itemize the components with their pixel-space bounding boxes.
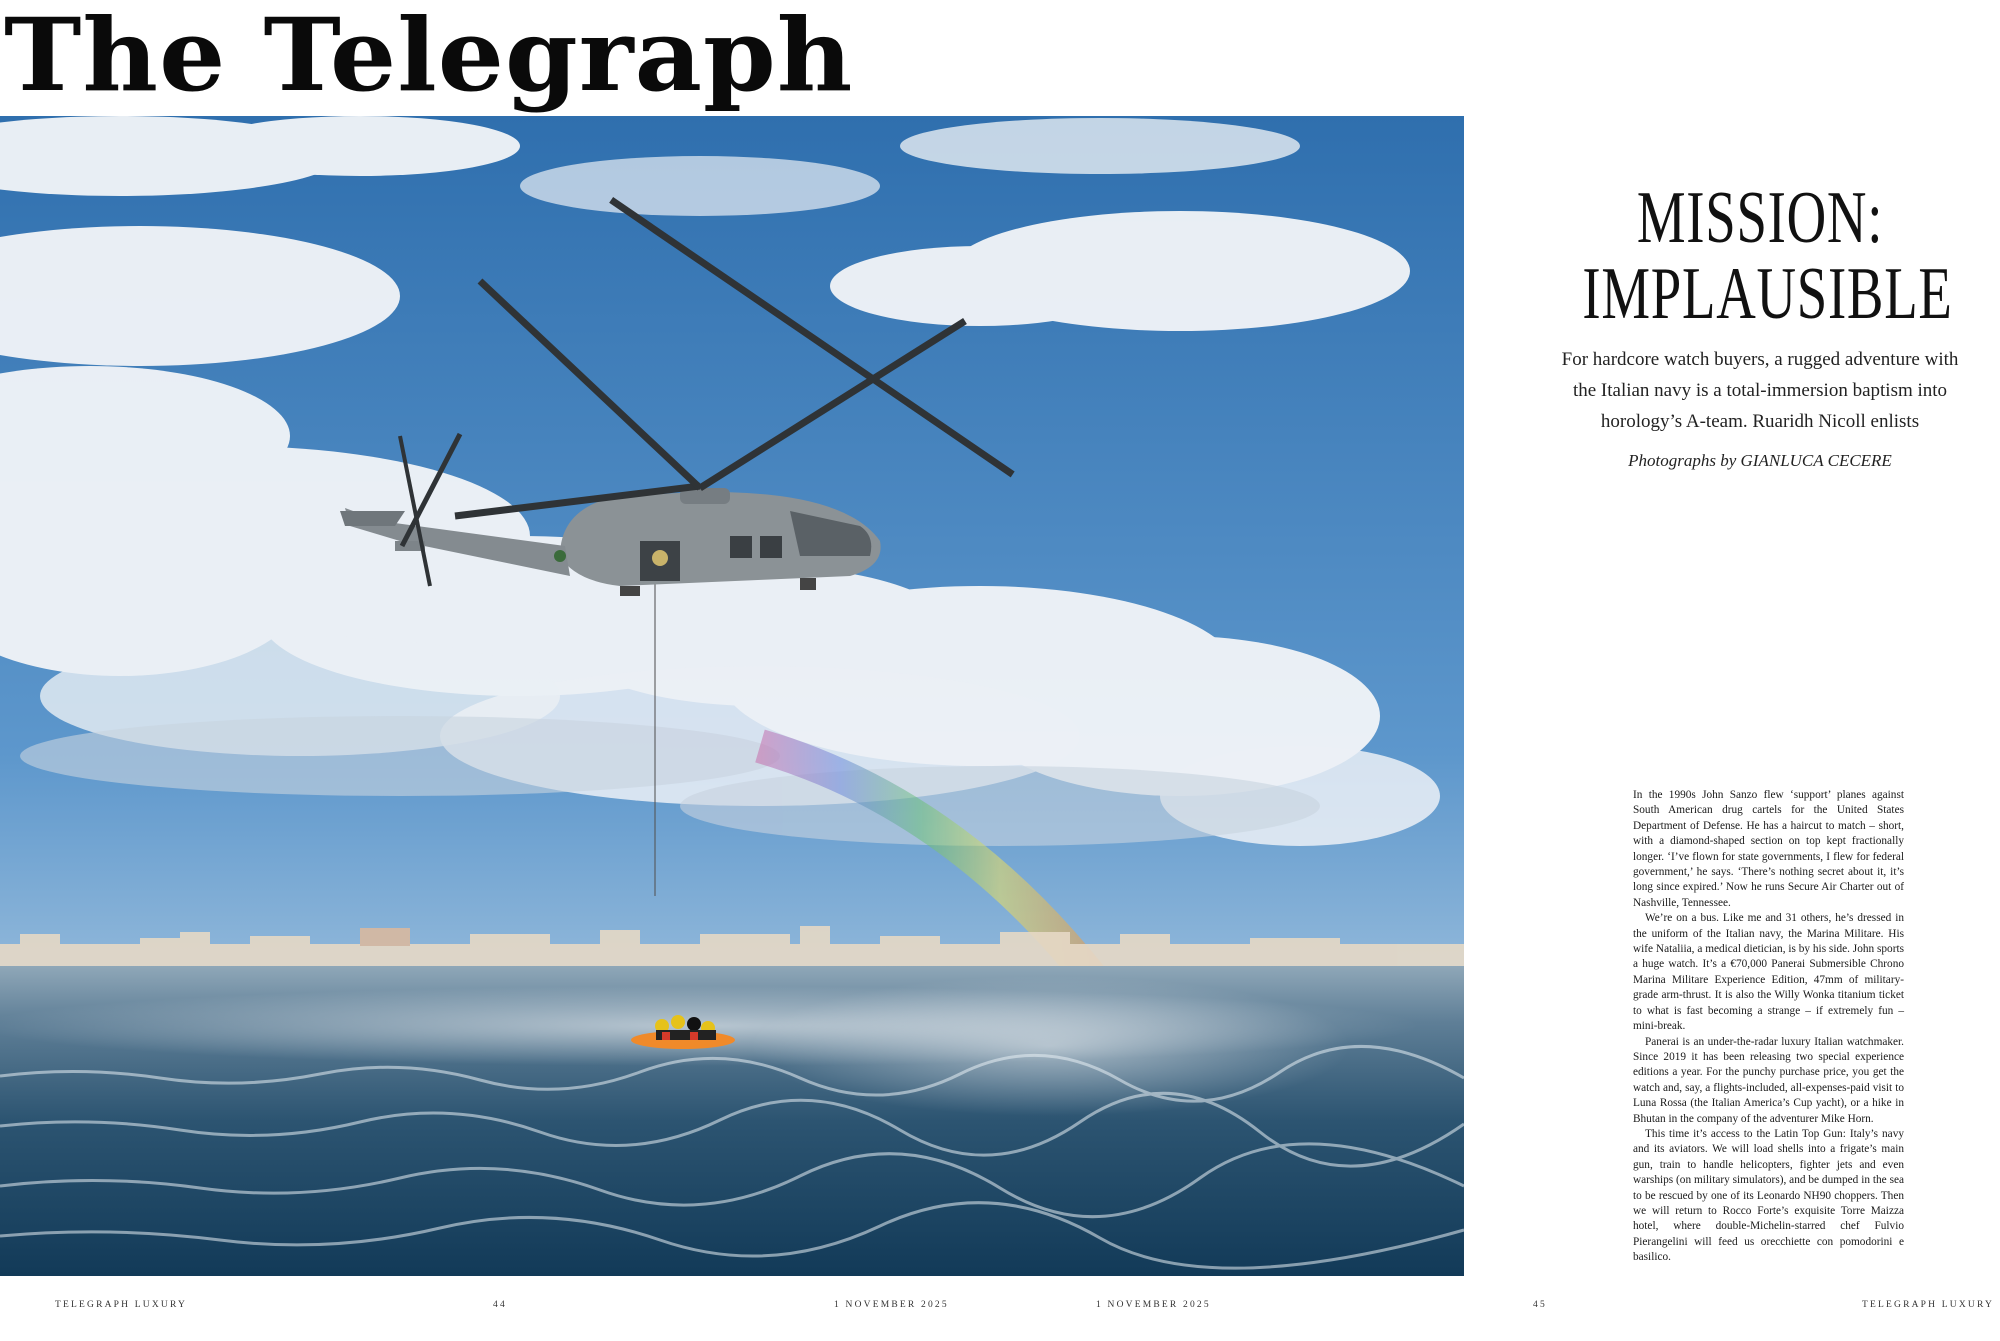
standfirst: For hardcore watch buyers, a rugged adventure with the Italian navy is a total-immersion baptism into horology’s A-team. Ruaridh Nicoll enlists [1561,349,1959,432]
body-paragraph: This time it’s access to the Latin Top Gun: Italy’s navy and its aviators. We will load shells into a frigate’s main gun, train to handle helicopters, fighter jets and even warships (on military simulators), and be dumped in the sea to be rescued by one of its Leonardo NH90 choppers. Then we will return to Rocco Forte’s exquisite Torre Maizza hotel, where double-Michelin-starred chef Fulvio Pierangelini will feed us orecchiette con pomodorini e basilico. [1633,1127,1904,1264]
footer-date-right: 1 NOVEMBER 2025 [1096,1300,1211,1310]
footer-brand-left: TELEGRAPH LUXURY [55,1300,188,1310]
headline-line-2: IMPLAUSIBLE [1582,253,1953,335]
body-paragraph: We’re on a bus. Like me and 31 others, he’s dressed in the uniform of the Italian navy, the Marina Militare. His wife Nataliia, a medical dietician, is by his side. John sports a huge watch. It’s a €70,000 Panerai Submersible Chrono Marina Militare Experience Edition, 47mm of military-grade arm-thrust. It is also the Willy Wonka titanium ticket to what is fast becoming a strange – if extremely fun – mini-break. [1633,912,1904,1033]
body-paragraph: In the 1990s John Sanzo flew ‘support’ planes against South American drug cartels for the United States Department of Defense. He has a haircut to match – short, with a diamond-shaped section on top kept fractionally longer. ‘I’ve flown for state governments, I flew for federal government,’ he says. ‘There’s nothing secret about it, it’s long since expired.’ Now he runs Secure Air Charter out of Nashville, Tennessee. [1633,789,1904,909]
hero-photo [0,116,1464,1276]
headline-line-1: MISSION: [1636,177,1884,259]
article-headline [1582,177,1953,335]
body-paragraph: Panerai is an under-the-radar luxury Italian watchmaker. Since 2019 it has been releasing two special experience editions a year. For the punchy purchase price, you get the watch and, say, a flights-included, all-expenses-paid visit to Luna Rossa (the Italian America’s Cup yacht), or a hike in Bhutan in the company of the adventurer Mike Horn. [1633,1035,1904,1125]
footer-date-left: 1 NOVEMBER 2025 [834,1300,949,1310]
masthead-logo: The Telegraph [4,0,854,114]
footer-page-left: 44 [493,1300,507,1310]
footer-brand-right: TELEGRAPH LUXURY [1862,1300,1995,1310]
photo-credit: Photographs by GIANLUCA CECERE [1628,451,1892,470]
footer-page-right: 45 [1533,1300,1547,1310]
article-body [1633,788,1904,1266]
